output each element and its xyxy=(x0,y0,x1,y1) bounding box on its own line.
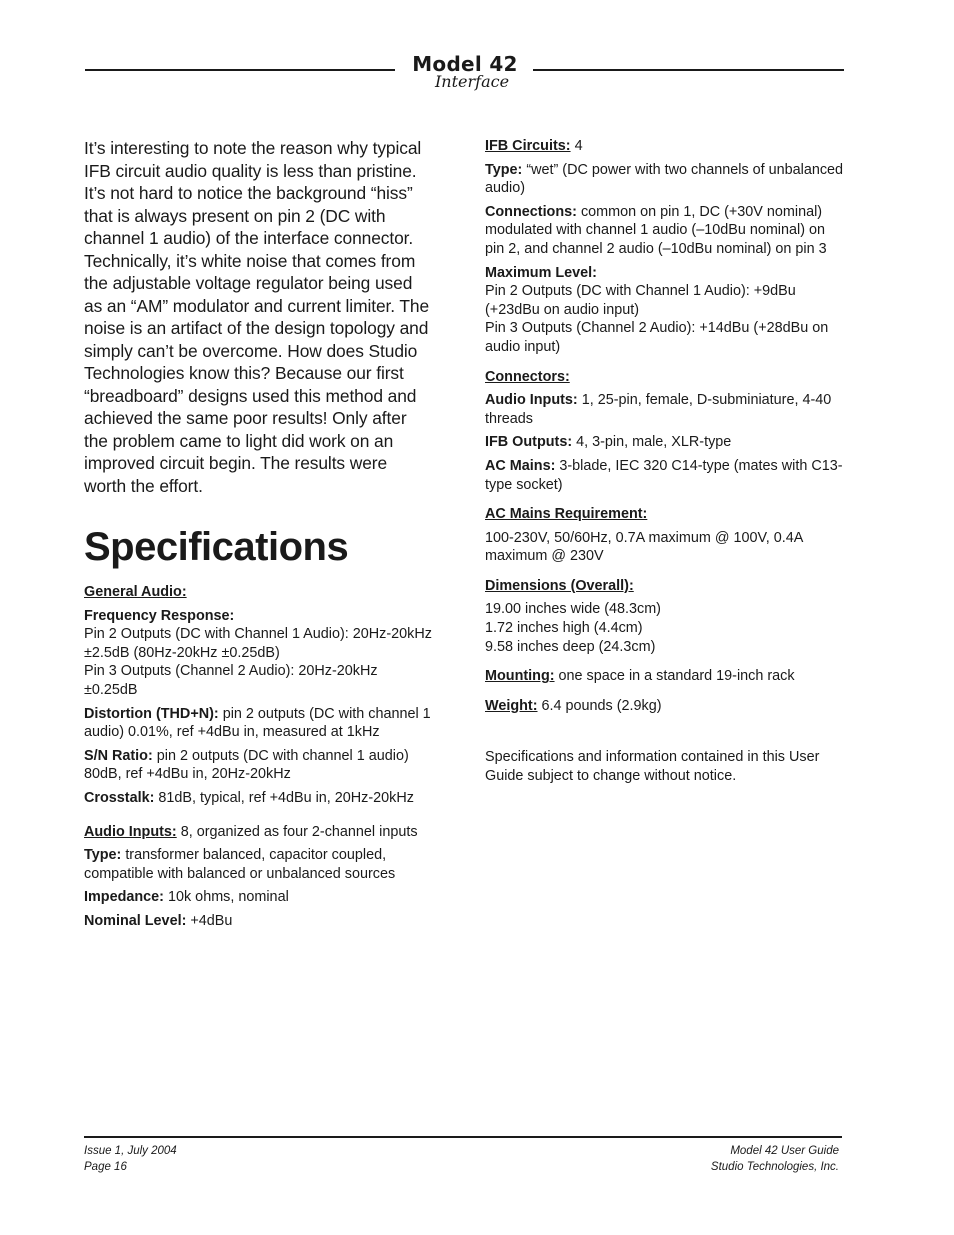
footer-guide-title: Model 42 User Guide xyxy=(730,1145,839,1157)
dimensions-heading: Dimensions (Overall): xyxy=(485,577,634,594)
connectors-heading: Connectors: xyxy=(485,368,570,385)
crosstalk-spec xyxy=(84,789,432,808)
header-rule-right xyxy=(533,69,844,71)
connector-audio-inputs xyxy=(485,391,847,428)
ac-mains-requirement-heading: AC Mains Requirement: xyxy=(485,506,648,523)
footer-issue: Issue 1, July 2004 xyxy=(84,1145,177,1157)
connector-ifb-outputs xyxy=(485,433,847,452)
distortion-label: Distortion (THD+N): xyxy=(84,705,219,722)
ifb-circuits-heading: IFB Circuits: xyxy=(485,138,571,154)
frequency-response-label: Frequency Response: xyxy=(84,607,235,624)
distortion-spec xyxy=(84,705,432,742)
impedance-value: 10k ohms, nominal xyxy=(167,889,289,906)
frequency-response-pin2: Pin 2 Outputs (DC with Channel 1 Audio): 20Hz-20kHz ±2.5dB (80Hz-20kHz ±0.25dB) xyxy=(84,626,432,661)
change-notice: Specifications and information contained in this User Guide subject to change without notice. xyxy=(485,749,820,785)
ifb-circuits-value: 4 xyxy=(574,138,583,154)
dimensions-depth: 9.58 inches deep (24.3cm) xyxy=(485,638,656,655)
connector-ifb-outputs-label: IFB Outputs: xyxy=(485,434,573,451)
connector-ifb-outputs-value: 4, 3-pin, male, XLR-type xyxy=(576,434,732,451)
sn-ratio-spec xyxy=(84,747,432,784)
connector-audio-inputs-label: Audio Inputs: xyxy=(485,392,578,409)
sn-ratio-value: pin 2 outputs (DC with channel 1 audio) 80dB, ref +4dBu in, 20Hz-20kHz xyxy=(84,747,409,783)
footer-page-number: Page 16 xyxy=(84,1160,127,1173)
audio-inputs-type xyxy=(84,846,432,883)
ifb-connections-spec xyxy=(485,203,847,259)
header-rule-left xyxy=(85,69,395,71)
weight-value: 6.4 pounds (2.9kg) xyxy=(541,697,662,714)
brand-subtitle: Interface xyxy=(434,72,510,91)
sn-ratio-label: S/N Ratio: xyxy=(84,747,153,764)
distortion-value: pin 2 outputs (DC with channel 1 audio) 0.01%, ref +4dBu in, measured at 1kHz xyxy=(84,705,431,741)
mounting-label: Mounting: xyxy=(485,668,555,685)
nominal-level-spec xyxy=(84,912,432,931)
impedance-label: Impedance: xyxy=(84,889,164,906)
mounting-spec xyxy=(485,667,847,686)
left-column xyxy=(84,137,432,936)
ifb-type-spec xyxy=(485,161,847,198)
ifb-connections-value: common on pin 1, DC (+30V nominal) modulated with channel 1 audio (–10dBu nominal) on pin 2, and channel 2 audio (–10dBu nominal) on pin 3 xyxy=(485,203,827,257)
general-audio-heading: General Audio: xyxy=(84,584,187,600)
connector-ac-mains-value: 3-blade, IEC 320 C14-type (mates with C13-type socket) xyxy=(485,457,843,493)
audio-inputs-type-label: Type: xyxy=(84,847,122,864)
nominal-level-label: Nominal Level: xyxy=(84,912,187,929)
footer-company: Studio Technologies, Inc. xyxy=(710,1160,839,1173)
connector-ac-mains xyxy=(485,457,847,494)
maximum-level-spec xyxy=(485,264,847,357)
maximum-level-pin2: Pin 2 Outputs (DC with Channel 1 Audio): +9dBu (+23dBu on audio input) xyxy=(485,283,796,318)
impedance-spec xyxy=(84,888,432,907)
footer-rule xyxy=(84,1136,842,1138)
dimensions-height: 1.72 inches high (4.4cm) xyxy=(485,620,643,637)
crosstalk-label: Crosstalk: xyxy=(84,789,155,806)
nominal-level-value: +4dBu xyxy=(190,912,233,929)
right-column xyxy=(485,137,847,786)
ifb-type-value: “wet” (DC power with two channels of unbalanced audio) xyxy=(485,161,844,197)
mounting-value: one space in a standard 19-inch rack xyxy=(558,668,795,685)
audio-inputs-value: 8, organized as four 2-channel inputs xyxy=(180,823,418,840)
audio-inputs-heading: Audio Inputs: xyxy=(84,823,177,840)
frequency-response-pin3: Pin 3 Outputs (Channel 2 Audio): 20Hz-20kHz ±0.25dB xyxy=(84,663,378,698)
audio-inputs-spec xyxy=(84,823,432,842)
weight-label: Weight: xyxy=(485,697,538,714)
connector-ac-mains-label: AC Mains: xyxy=(485,457,556,474)
crosstalk-value: 81dB, typical, ref +4dBu in, 20Hz-20kHz xyxy=(158,789,414,806)
connector-audio-inputs-value: 1, 25-pin, female, D-subminiature, 4-40 threads xyxy=(485,392,832,427)
dimensions-values xyxy=(485,600,847,656)
intro-paragraph: It’s interesting to note the reason why typical IFB circuit audio quality is less than pristine. It’s not hard to notice the background “hiss” that is always present on pin 2 (DC with channel 1 audio) of the interface connector. Technically, it’s white noise that comes from the adjustable voltage regulator being used as an “AM” modulator and current limiter. The noise is an artifact of the design topology and simply can’t be overcome. How does Studio Technologies know this? Because our first “breadboard” designs used this method and achieved the same poor results! Only after the problem came to light did work on an improved circuit begin. The results were worth the effort. xyxy=(84,138,430,496)
dimensions-width: 19.00 inches wide (48.3cm) xyxy=(485,601,661,618)
brand-logo xyxy=(402,52,528,90)
specifications-heading: Specifications xyxy=(84,525,349,569)
maximum-level-pin3: Pin 3 Outputs (Channel 2 Audio): +14dBu (+28dBu on audio input) xyxy=(485,320,829,355)
ac-mains-requirement-value: 100-230V, 50/60Hz, 0.7A maximum @ 100V, 0.4A maximum @ 230V xyxy=(485,529,803,565)
footer-right xyxy=(711,1144,839,1175)
ifb-type-label: Type: xyxy=(485,161,523,178)
weight-spec xyxy=(485,697,847,716)
ifb-connections-label: Connections: xyxy=(485,203,577,220)
maximum-level-label: Maximum Level: xyxy=(485,264,597,281)
footer-left xyxy=(84,1144,177,1175)
audio-inputs-type-value: transformer balanced, capacitor coupled, compatible with balanced or unbalanced sources xyxy=(84,847,396,882)
ifb-circuits-spec xyxy=(485,137,847,156)
brand-model: Model 42 xyxy=(412,52,518,76)
frequency-response xyxy=(84,607,432,700)
